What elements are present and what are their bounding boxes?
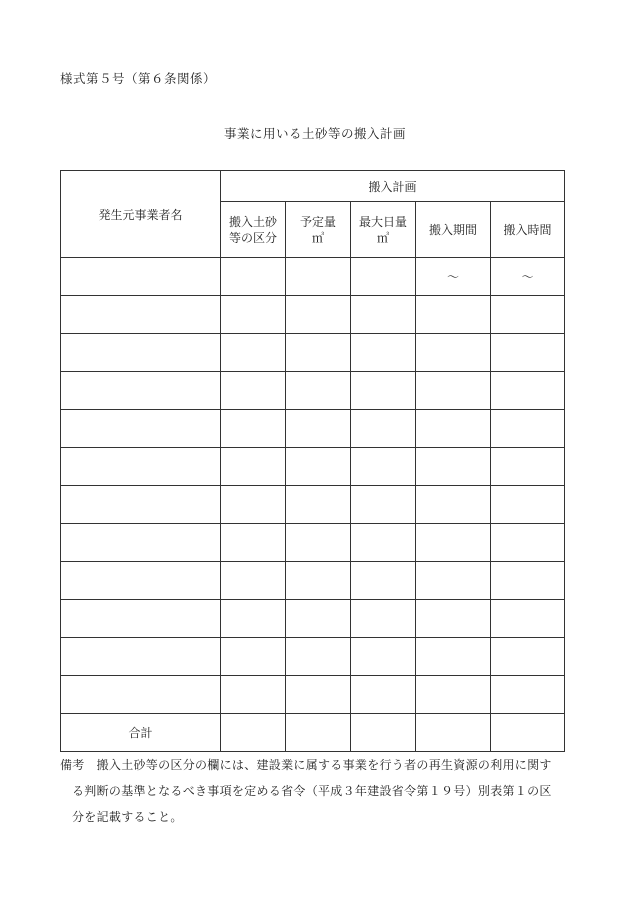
header-planned-amount-unit: ㎥ [311, 230, 324, 245]
table-cell[interactable] [221, 562, 286, 600]
table-cell[interactable] [221, 600, 286, 638]
header-max-daily [351, 202, 416, 258]
table-row [61, 562, 565, 600]
table-row [61, 676, 565, 714]
table-cell[interactable] [491, 258, 565, 296]
table-cell[interactable] [286, 372, 351, 410]
header-source-operator: 発生元事業者名 [61, 171, 221, 258]
table-cell[interactable] [221, 676, 286, 714]
total-row [61, 714, 565, 752]
table-cell[interactable] [61, 410, 221, 448]
header-max-daily-label: 最大日量 [358, 214, 407, 229]
table-cell[interactable] [416, 410, 491, 448]
table-cell[interactable] [61, 600, 221, 638]
header-planned-amount [286, 202, 351, 258]
header-import-time: 搬入時間 [491, 202, 565, 258]
table-cell[interactable] [491, 448, 565, 486]
total-label: 合計 [61, 714, 221, 752]
header-import-period: 搬入期間 [416, 202, 491, 258]
table-row [61, 486, 565, 524]
table-cell[interactable] [221, 638, 286, 676]
remarks-line-3: 分を記載すること。 [72, 810, 183, 824]
table-cell[interactable] [221, 448, 286, 486]
total-cell[interactable] [491, 714, 565, 752]
header-max-daily-unit: ㎥ [376, 230, 389, 245]
table-cell[interactable] [61, 562, 221, 600]
table-cell[interactable] [351, 524, 416, 562]
table-cell[interactable] [221, 372, 286, 410]
table-row [61, 600, 565, 638]
table-cell[interactable] [221, 296, 286, 334]
remarks-text-1: 搬入土砂等の区分の欄には、建設業に属する事業を行う者の再生資源の利用に関す [96, 758, 552, 772]
table-row [61, 258, 565, 296]
range-mark: ～ [521, 270, 534, 284]
remarks [60, 752, 580, 830]
total-cell[interactable] [351, 714, 416, 752]
total-cell[interactable] [286, 714, 351, 752]
table-cell[interactable] [491, 334, 565, 372]
total-cell[interactable] [221, 714, 286, 752]
table-cell[interactable] [491, 486, 565, 524]
table-cell[interactable] [491, 638, 565, 676]
table-cell[interactable] [221, 486, 286, 524]
table-cell[interactable] [61, 486, 221, 524]
range-mark: ～ [446, 270, 459, 284]
document-title: 事業に用いる土砂等の搬入計画 [223, 126, 406, 141]
table-cell[interactable] [286, 448, 351, 486]
table-cell[interactable] [351, 600, 416, 638]
table-cell[interactable] [491, 296, 565, 334]
table-cell[interactable] [286, 562, 351, 600]
table-cell[interactable] [351, 676, 416, 714]
table-cell[interactable] [286, 296, 351, 334]
table-cell[interactable] [61, 334, 221, 372]
table-cell[interactable] [416, 296, 491, 334]
table-cell[interactable] [491, 676, 565, 714]
table-cell[interactable] [286, 524, 351, 562]
total-cell[interactable] [416, 714, 491, 752]
table-cell[interactable] [221, 524, 286, 562]
remarks-label: 備考 [60, 758, 85, 772]
table-cell[interactable] [416, 562, 491, 600]
remarks-line-1 [60, 752, 580, 778]
table-cell[interactable] [351, 296, 416, 334]
table-cell[interactable] [416, 524, 491, 562]
table-cell[interactable] [491, 562, 565, 600]
table-cell[interactable] [286, 676, 351, 714]
import-plan-table [60, 170, 565, 752]
table-row [61, 524, 565, 562]
table-cell[interactable] [61, 638, 221, 676]
table-cell[interactable] [351, 372, 416, 410]
table-row [61, 372, 565, 410]
table-cell[interactable] [286, 638, 351, 676]
table-cell[interactable] [416, 676, 491, 714]
table-cell[interactable] [286, 334, 351, 372]
table-row [61, 448, 565, 486]
remarks-line-2: る判断の基準となるべき事項を定める省令（平成３年建設省令第１９号）別表第１の区 [72, 784, 552, 798]
table-cell[interactable] [351, 334, 416, 372]
table-cell[interactable] [416, 334, 491, 372]
table-cell[interactable] [416, 638, 491, 676]
header-import-plan: 搬入計画 [221, 171, 565, 202]
table-cell[interactable] [416, 448, 491, 486]
table-cell[interactable] [61, 524, 221, 562]
header-planned-amount-label: 予定量 [299, 214, 336, 229]
table-cell[interactable] [351, 638, 416, 676]
table-cell[interactable] [61, 448, 221, 486]
table-cell[interactable] [351, 486, 416, 524]
table-cell[interactable] [351, 258, 416, 296]
header-soil-category [221, 202, 286, 258]
table-cell[interactable] [416, 600, 491, 638]
form-number: 様式第５号（第６条関係） [60, 71, 217, 86]
table-row [61, 334, 565, 372]
table-cell[interactable] [286, 410, 351, 448]
table-cell[interactable] [491, 600, 565, 638]
table-cell[interactable] [221, 258, 286, 296]
table-cell[interactable] [491, 372, 565, 410]
table-body [61, 258, 565, 752]
table-cell[interactable] [416, 486, 491, 524]
header-soil-category-label: 搬入土砂等の区分 [228, 214, 277, 245]
table-cell[interactable] [351, 410, 416, 448]
table-row [61, 638, 565, 676]
table-cell[interactable] [351, 448, 416, 486]
table-cell[interactable] [416, 258, 491, 296]
table-cell[interactable] [491, 524, 565, 562]
table-cell[interactable] [286, 486, 351, 524]
table-cell[interactable] [221, 410, 286, 448]
table-cell[interactable] [491, 410, 565, 448]
table-cell[interactable] [416, 372, 491, 410]
table-row [61, 410, 565, 448]
table-cell[interactable] [61, 676, 221, 714]
table-cell[interactable] [61, 372, 221, 410]
table-cell[interactable] [286, 258, 351, 296]
table-cell[interactable] [351, 562, 416, 600]
table-cell[interactable] [61, 296, 221, 334]
table-cell[interactable] [61, 258, 221, 296]
table-row [61, 296, 565, 334]
table-cell[interactable] [221, 334, 286, 372]
table-cell[interactable] [286, 600, 351, 638]
